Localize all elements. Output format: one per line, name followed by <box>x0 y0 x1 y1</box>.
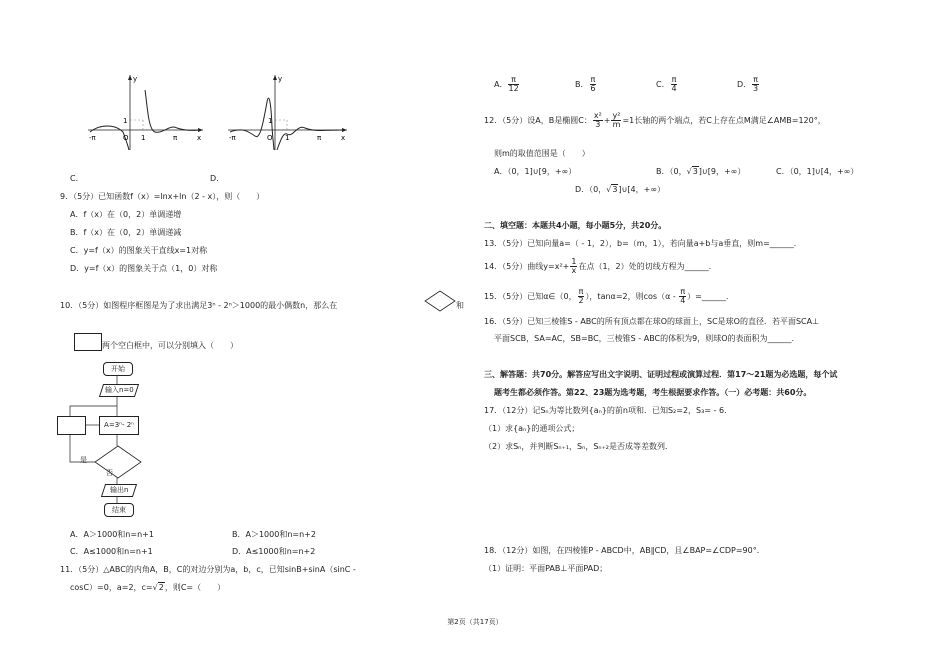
q11-line-2: cosC）=0，a=2，c=√2，则C=（ ） <box>70 583 226 592</box>
q11-sqrt-value: 2 <box>158 583 164 592</box>
flowchart-output <box>101 484 137 497</box>
blank-box-icon <box>74 333 102 351</box>
flowchart-output-text: 输出n <box>109 486 129 494</box>
q9-stem: 9．（5分）已知函数f（x）=lnx+ln（2 - x），则（ ） <box>60 192 265 201</box>
q11-option-c-den: 4 <box>671 84 677 93</box>
q11-option-c-num: π <box>671 75 677 84</box>
q12-option-d-2: ]∪[4，+∞） <box>618 185 666 194</box>
q12-suffix: =1长轴的两个端点，若C上存在点M满足∠AMB=120°， <box>622 116 826 125</box>
q17-stem: 17．（12分）记Sₙ为等比数列{aₙ}的前n项和．已知S₂=2，S₃= - 6． <box>484 406 733 415</box>
graph-d-y-label: y <box>278 75 283 83</box>
graph-d <box>225 72 350 152</box>
q16-line-2: 平面SCB，SA=AC，SB=BC，三棱锥S - ABC的体积为9，则球O的表面积为______. <box>494 334 795 343</box>
q12-option-d-root: 3 <box>612 185 618 194</box>
graph-c-neg-pi: -π <box>89 134 96 142</box>
flowchart-input <box>99 384 139 397</box>
q12-option-b-root: 3 <box>692 167 698 176</box>
flowchart-start: 开始 <box>103 362 133 376</box>
section-3-line-1: 三、解答题：共70分。解答应写出文字说明、证明过程或演算过程．第17～21题为必选题，每个试 <box>484 370 838 379</box>
q14-suffix: 在点（1，2）处的切线方程为______. <box>578 262 712 271</box>
q18-part-1: （1）证明：平面PAB⊥平面PAD； <box>484 564 608 573</box>
graph-c-x-label: x <box>197 134 202 142</box>
graph-c-one-y: 1 <box>123 117 128 125</box>
q9-option-b: B．f（x）在（0，2）单调递减 <box>70 228 182 237</box>
graph-c-one-x: 1 <box>141 134 146 142</box>
q10-option-b: B．A＞1000和n=n+2 <box>232 530 316 539</box>
q12-frac-1-num: x² <box>593 111 602 120</box>
section-2-title: 二、填空题：本题共4小题，每小题5分，共20分。 <box>484 221 667 230</box>
q12-plus: + <box>603 116 611 125</box>
decision-diamond-icon <box>424 290 456 312</box>
q11-option-b-den: 6 <box>590 84 596 93</box>
graph-d-one-x: 1 <box>285 134 290 142</box>
q11-line-2-a: cosC）=0，a=2，c= <box>70 583 153 592</box>
q12-option-b-2: ]∪[9，+∞） <box>698 167 746 176</box>
q12-option-d-1: D．（0， <box>575 185 607 194</box>
graph-d-neg-pi: -π <box>229 134 236 142</box>
q10-stem-2: 两个空白框中，可以分别填入（ ） <box>102 341 238 350</box>
flowchart-yes-label: 是 <box>80 456 87 464</box>
q10-option-d: D．A≤1000和n=n+2 <box>232 547 316 556</box>
q14-prefix: 14．（5分）曲线y=x²+ <box>484 262 570 271</box>
q15-frac-1-num: π <box>578 287 584 296</box>
q15-mid: ），tanα=2，则cos（α - <box>585 292 679 301</box>
q15-suffix: ）=______. <box>687 292 729 301</box>
flowchart-decision-diamond-icon <box>94 445 142 479</box>
q11-option-c <box>656 76 678 93</box>
flowchart-assign: A=3ⁿ- 2ⁿ <box>99 416 139 435</box>
section-3-line-2: 题考生都必须作答。第22、23题为选考题，考生根据要求作答。（一）必考题：共60分。 <box>494 388 812 397</box>
q12-option-a: A．（0，1]∪[9，+∞） <box>494 167 577 176</box>
q11-option-b-letter: B． <box>575 80 589 89</box>
q12-frac-2-num: y² <box>612 111 621 120</box>
q11-option-a-num: π <box>508 76 518 85</box>
q15-frac-1-den: 2 <box>578 296 584 305</box>
q10-stem-and: 和 <box>456 301 464 310</box>
q14-frac-den: x <box>571 266 577 275</box>
q12-option-b-1: B．（0， <box>656 167 687 176</box>
q11-option-d <box>737 76 760 93</box>
q9-option-d: D．y=f（x）的图象关于点（1，0）对称 <box>70 264 218 273</box>
page-footer: 第2页（共17页） <box>447 618 503 626</box>
q11-option-d-den: 3 <box>753 84 759 93</box>
q15-frac-2-num: π <box>680 287 686 296</box>
q11-line-2-b: ，则C=（ ） <box>164 583 226 592</box>
q11-option-b-num: π <box>590 75 596 84</box>
q10-stem-1: 10．（5分）如图程序框图是为了求出满足3ⁿ - 2ⁿ＞1000的最小偶数n，那么在 <box>60 301 338 310</box>
q17-part-1: （1）求{aₙ}的通项公式； <box>484 424 580 433</box>
graph-d-x-label: x <box>341 134 346 142</box>
q18-stem: 18．（12分）如图，在四棱锥P - ABCD中，AB∥CD，且∠BAP=∠CDP=90°． <box>484 546 765 555</box>
graph-c-origin: O <box>123 134 129 142</box>
graph-d-pi: π <box>317 134 322 142</box>
q11-option-b <box>575 76 597 93</box>
q14-text <box>484 258 711 275</box>
q11-option-a-den: 12 <box>508 84 519 93</box>
q11-option-a-letter: A． <box>494 80 508 89</box>
flowchart-input-text: 输入n=0 <box>104 386 134 394</box>
q15-text <box>484 288 728 305</box>
q9-option-c: C．y=f（x）的图象关于直线x=1对称 <box>70 246 208 255</box>
graph-d-one-y: 1 <box>268 117 273 125</box>
q12-line-2: 则m的取值范围是（ ） <box>494 149 590 158</box>
q10-option-c: C．A≤1000和n=n+1 <box>70 547 153 556</box>
flowchart-blank-box <box>57 416 86 435</box>
q16-line-1: 16．（5分）已知三棱锥S - ABC的所有顶点都在球O的球面上，SC是球O的直径．若平面SCA⊥ <box>484 317 820 326</box>
graph-d-label: D. <box>210 174 219 183</box>
flowchart-no-label: 否 <box>106 469 113 477</box>
q12-frac-1-den: 3 <box>595 120 601 129</box>
q12-stem <box>484 112 826 129</box>
graph-c <box>85 72 205 152</box>
q11-option-d-num: π <box>753 75 758 84</box>
q12-option-c: C．（0，1]∪[4，+∞） <box>776 167 859 176</box>
q11-line-1: 11．（5分）△ABC的内角A，B，C的对边分别为a，b，c，已知sinB+sinA（sinC - <box>60 565 356 574</box>
q15-prefix: 15．（5分）已知α∈（0， <box>484 292 577 301</box>
flowchart-end: 结束 <box>104 503 134 517</box>
q9-option-a: A．f（x）在（0，2）单调递增 <box>70 210 182 219</box>
q12-option-d: D．（0，√3]∪[4，+∞） <box>575 185 666 194</box>
q13-text: 13．（5分）已知向量a=（ - 1，2），b=（m，1），若向量a+b与a垂直，则m=______. <box>484 239 797 248</box>
q11-option-a <box>494 76 520 93</box>
q12-option-b: B．（0，√3]∪[9，+∞） <box>656 167 746 176</box>
graph-d-origin: O <box>267 134 273 142</box>
q11-option-d-letter: D． <box>737 80 752 89</box>
q15-frac-2-den: 4 <box>680 296 686 305</box>
q17-part-2: （2）求Sₙ，并判断Sₙ₊₁，Sₙ，Sₙ₊₂是否成等差数列． <box>484 442 674 451</box>
q11-option-c-letter: C． <box>656 80 670 89</box>
q12-frac-2-den: m <box>612 120 621 129</box>
graph-c-label: C. <box>70 174 79 183</box>
q10-option-a: A．A＞1000和n=n+1 <box>70 530 154 539</box>
graph-c-y-label: y <box>133 75 138 83</box>
q14-frac-num: 1 <box>571 257 577 266</box>
graph-c-pi: π <box>173 134 178 142</box>
q12-prefix: 12．（5分）设A，B是椭圆C： <box>484 116 592 125</box>
